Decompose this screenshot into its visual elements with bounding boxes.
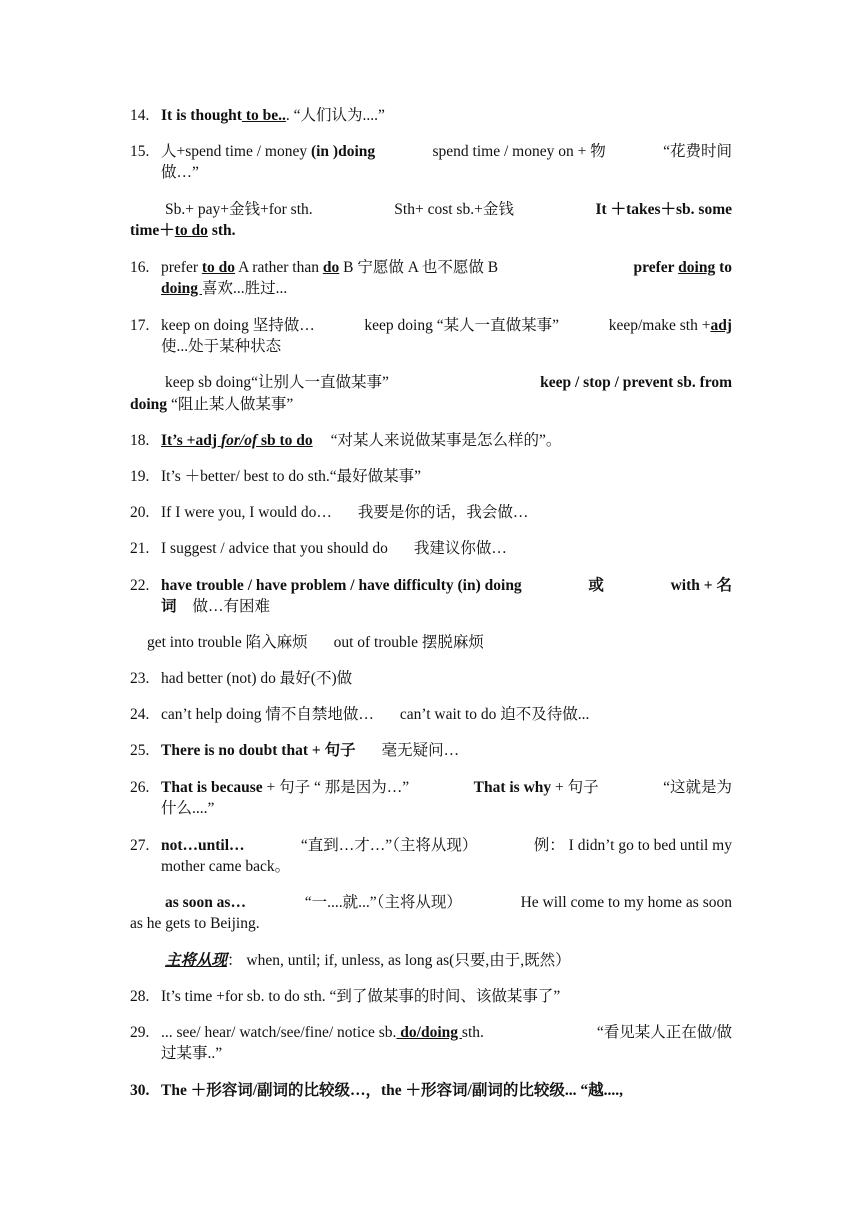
item-number: 18. [130, 432, 150, 449]
phrase-text: can’t wait to do 迫不及待做... [399, 706, 590, 723]
item-number: 27. [130, 837, 150, 854]
phrase-bold: have trouble / have problem / have difficulty (in) doing [161, 577, 522, 594]
phrase-meaning: “一....就...”（主将从现） [304, 894, 462, 911]
phrase-bold: doing [130, 396, 168, 413]
item-number: 22. [130, 577, 150, 594]
item-28 [130, 987, 732, 1007]
item-19 [130, 467, 732, 487]
phrase-meaning: “这就是为 [663, 779, 732, 796]
phrase-text: can’t help doing 情不自禁地做… [161, 706, 374, 723]
note-label: 主将从现 [165, 952, 228, 969]
item-25 [130, 741, 732, 761]
phrase-bold: 或 [588, 577, 604, 594]
phrase-text: keep doing “某人一直做某事” [364, 317, 559, 334]
item-27-line-2 [165, 893, 732, 913]
phrase-bold: time＋ [130, 222, 175, 239]
phrase-bold: There is no doubt that + 句子 [161, 742, 356, 759]
phrase-meaning: B 宁愿做 A 也不愿做 B [339, 259, 499, 276]
phrase-text: out of trouble 摆脱麻烦 [333, 634, 484, 651]
item-number: 28. [130, 988, 150, 1005]
phrase-bold: as soon as… [165, 894, 246, 911]
phrase-underlined: sb to do [257, 432, 313, 449]
phrase-text: keep sb doing“让别人一直做某事” [165, 374, 389, 391]
phrase-meaning-continued: 什么....” [161, 800, 215, 817]
phrase-bold: 词 [161, 598, 177, 615]
item-number: 19. [130, 468, 150, 485]
item-29 [130, 1023, 732, 1043]
item-16-continued [161, 279, 287, 299]
item-15-line-2 [165, 200, 732, 220]
phrase-text: spend time / money on + 物 [432, 143, 606, 160]
phrase-text: I suggest / advice that you should do [161, 540, 388, 557]
phrase-bold: sth. [207, 222, 236, 239]
phrase-underlined: do/doing [396, 1024, 462, 1041]
item-number: 16. [130, 259, 150, 276]
item-number: 29. [130, 1024, 150, 1041]
item-number: 17. [130, 317, 150, 334]
phrase-bold: It ＋takes＋sb. some [595, 201, 732, 218]
phrase-underlined: adj [710, 317, 732, 334]
example-text-continued: mother came back。 [161, 858, 291, 875]
phrase-text: sth. [461, 1024, 484, 1041]
item-24 [130, 705, 732, 725]
phrase-meaning-continued: 过某事..” [161, 1045, 223, 1062]
phrase-text: get into trouble 陷入麻烦 [147, 634, 308, 651]
phrase-text: If I were you, I would do… [161, 504, 332, 521]
phrase-meaning-continued: 使...处于某种状态 [161, 338, 282, 355]
phrase-text: keep on doing 坚持做… [161, 317, 315, 334]
phrase-meaning: “花费时间 [663, 143, 732, 160]
item-30 [130, 1081, 732, 1101]
phrase-bold: It is thought [161, 107, 242, 124]
item-number: 25. [130, 742, 150, 759]
item-17-line-2 [165, 373, 732, 393]
phrase-meaning: 喜欢...胜过... [201, 280, 288, 297]
item-17-line-3 [130, 395, 732, 415]
item-27-note [165, 951, 767, 971]
phrase-bold: That is why [473, 779, 552, 796]
item-number: 14. [130, 107, 150, 124]
phrase-underlined: doing [678, 259, 716, 276]
phrase-text: 人+spend time / money [161, 143, 311, 160]
phrase-bold: with + 名 [670, 577, 732, 594]
item-21 [130, 539, 732, 559]
phrase-meaning-continued: 做…” [161, 164, 199, 181]
item-number: 24. [130, 706, 150, 723]
item-22 [130, 576, 732, 596]
phrase-underlined: It’s +adj [161, 432, 221, 449]
phrase-meaning: 毫无疑问… [381, 742, 460, 759]
item-27 [130, 836, 732, 856]
item-number: 20. [130, 504, 150, 521]
example-text-continued: as he gets to Beijing. [130, 915, 260, 932]
phrase-bold: keep / stop / prevent sb. from [540, 374, 732, 391]
phrase-meaning: . “人们认为....” [285, 107, 385, 124]
item-number: 23. [130, 670, 150, 687]
phrase-bold: to [715, 259, 732, 276]
phrase-underlined: to be.. [241, 107, 286, 124]
item-14 [130, 106, 732, 126]
example-text: 例： I didn’t go to bed until my [533, 837, 732, 854]
phrase-meaning: 我要是你的话，我会做… [357, 504, 529, 521]
item-26 [130, 778, 732, 798]
phrase-underlined: to do [174, 222, 208, 239]
phrase-underlined: doing [161, 280, 202, 297]
item-20 [130, 503, 732, 523]
phrase-underlined: do [322, 259, 340, 276]
phrase-meaning: 做…有困难 [192, 598, 271, 615]
phrase-meaning: “对某人来说做某事是怎么样的”。 [330, 432, 562, 449]
phrase-meaning: + 句子 “ 那是因为…” [262, 779, 410, 796]
note-text: ： when, until; if, unless, as long as(只要,由于,既然） [227, 952, 571, 969]
phrase-meaning: 我建议你做… [413, 540, 507, 557]
item-15 [130, 142, 732, 162]
item-18 [130, 431, 732, 451]
item-number: 15. [130, 143, 150, 160]
item-22-continued [161, 597, 270, 617]
phrase-bold: prefer [633, 259, 679, 276]
phrase-text: keep/make sth + [608, 317, 711, 334]
phrase-meaning: “看见某人正在做/做 [596, 1024, 732, 1041]
phrase-text: ... see/ hear/ watch/see/fine/ notice sb. [161, 1024, 397, 1041]
phrase-text: It’s ＋better/ best to do sth.“最好做某事” [161, 468, 422, 485]
phrase-text: Sth+ cost sb.+金钱 [394, 201, 514, 218]
phrase-bold: The ＋形容词/副词的比较级…，the ＋形容词/副词的比较级... “越...., [161, 1082, 623, 1099]
phrase-text: prefer [161, 259, 202, 276]
phrase-bold: (in )doing [310, 143, 376, 160]
phrase-text: It’s time +for sb. to do sth. “到了做某事的时间、该做某事了” [161, 988, 561, 1005]
phrase-meaning: “直到…才…”（主将从现） [300, 837, 478, 854]
phrase-bold: not…until… [161, 837, 245, 854]
phrase-text: A rather than [235, 259, 323, 276]
phrase-text: Sb.+ pay+金钱+for sth. [165, 201, 313, 218]
item-number: 21. [130, 540, 150, 557]
phrase-text: + 句子 [551, 779, 599, 796]
item-number: 26. [130, 779, 150, 796]
phrase-underlined: to do [201, 259, 236, 276]
phrase-meaning: “阻止某人做某事” [167, 396, 294, 413]
item-15-line-3 [130, 221, 732, 241]
item-17 [130, 316, 732, 336]
example-text: He will come to my home as soon [520, 894, 732, 911]
phrase-underlined-italic: for/of [220, 432, 258, 449]
item-23 [130, 669, 732, 689]
phrase-text: had better (not) do 最好(不)做 [161, 670, 353, 687]
item-22-line-2 [147, 633, 749, 653]
item-16 [130, 258, 732, 278]
item-number: 30. [130, 1082, 150, 1099]
phrase-bold: That is because [161, 779, 263, 796]
